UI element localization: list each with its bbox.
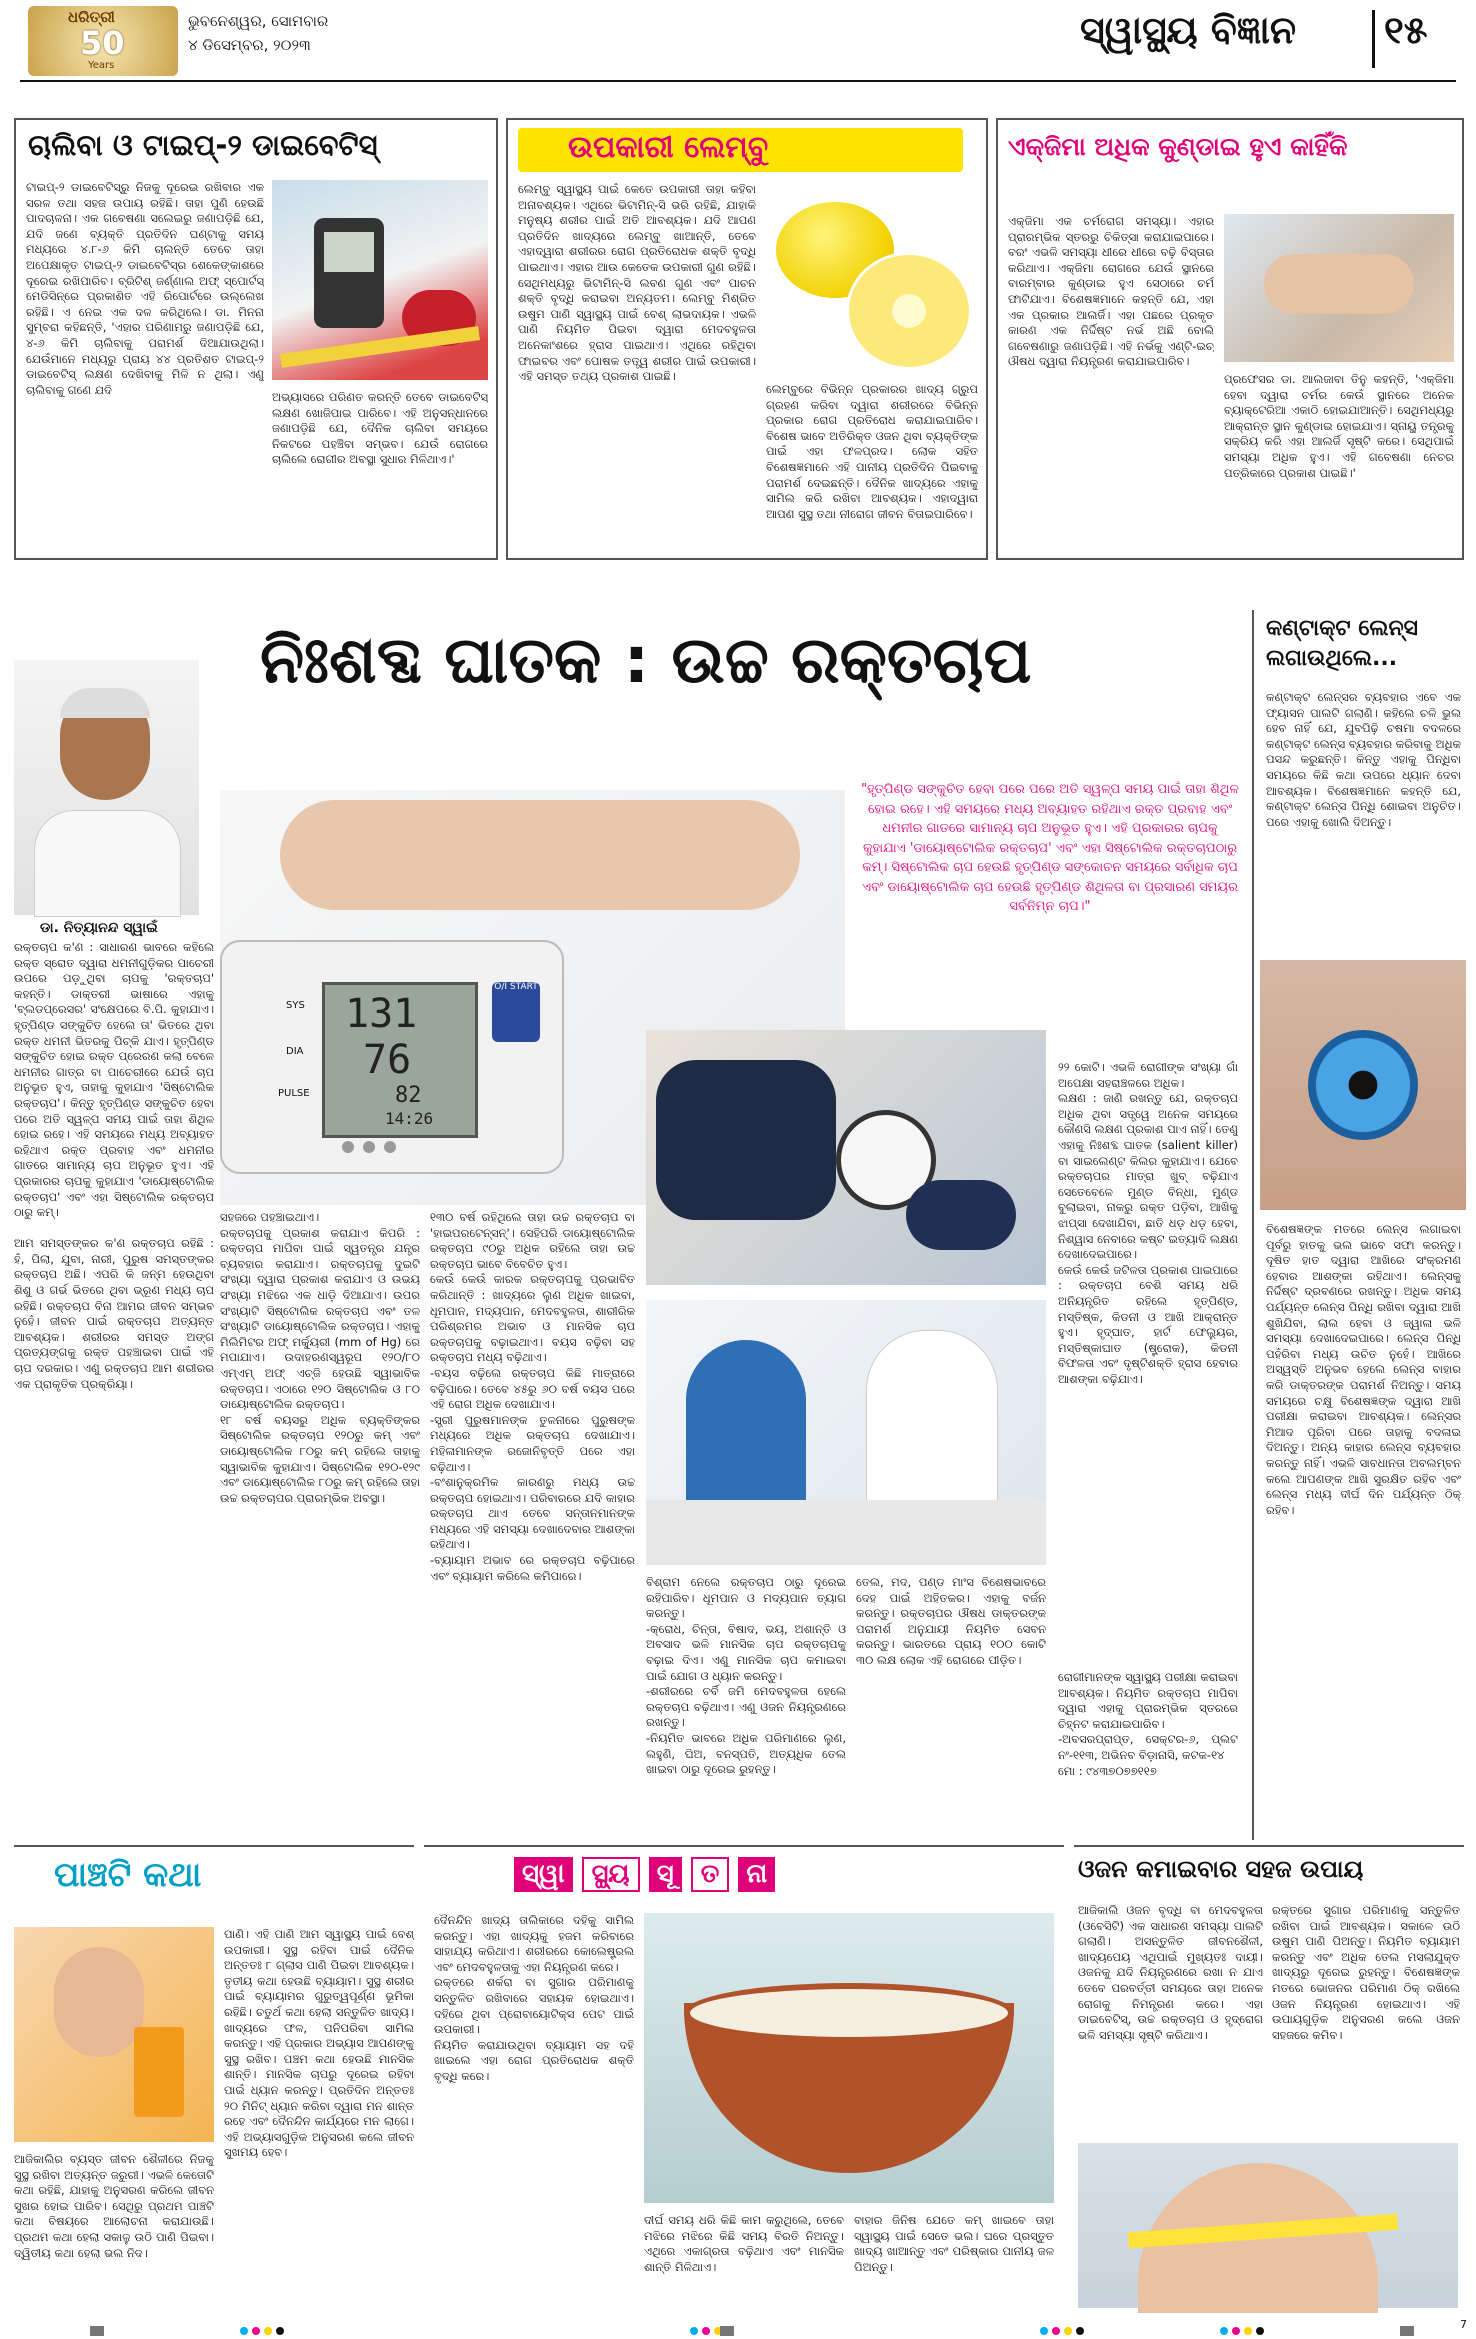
panchi-title: ପାଞ୍ଚଟି କଥା <box>54 1855 202 1895</box>
dia-label: DIA <box>286 1046 304 1057</box>
registration-dot <box>1052 2327 1060 2335</box>
registration-dot <box>252 2327 260 2335</box>
registration-dot <box>1256 2327 1264 2335</box>
monitor-button-3 <box>384 1141 396 1153</box>
contact-lens-col2: ବିଶେଷଜ୍ଞଙ୍କ ମତରେ ଲେନ୍ସ ଲଗାଇବା ପୂର୍ବରୁ ହାତକୁ ଭଲ ଭାବେ ସଫା କରନ୍ତୁ। ଦୂଷିତ ହାତ ଦ୍ୱାରା ଆଖିରେ ସଂକ୍ରମଣ ହେବାର ଆଶଙ୍କା ରହିଥାଏ। ଲେନ୍ସକୁ ନିର୍ଦ୍ଦିଷ୍ଟ ଦ୍ରବଣରେ ରଖନ୍ତୁ। ଅଧିକ ସମୟ ପର୍ଯ୍ୟନ୍ତ ଲେନ୍ସ ପିନ୍ଧି ରଖିବା ଦ୍ୱାରା ଆଖି ଶୁଖିଯିବା, ଲାଲ ହେବା ଓ ଜ୍ୱାଳା ଭଳି ସମସ୍ୟା ଦେଖାଦେଇପାରେ। ଲେନ୍ସ ପିନ୍ଧି ପହଁରିବା ମଧ୍ୟ ଉଚିତ ନୁହେଁ। ଆଖିରେ ଅସ୍ୱସ୍ତି ଅନୁଭବ ହେଲେ ଲେନ୍ସ ବାହାର କରି ଡାକ୍ତରଙ୍କ ପରାମର୍ଶ ନିଅନ୍ତୁ। ସମୟ ସମୟରେ ଚକ୍ଷୁ ବିଶେଷଜ୍ଞଙ୍କ ଦ୍ୱାରା ଆଖି ପରୀକ୍ଷା କରାଇବା ଆବଶ୍ୟକ। ଲେନ୍ସର ମିଆଦ ପୂରିବା ପରେ ତାହାକୁ ବଦଳାଇ ଦିଅନ୍ତୁ। ଅନ୍ୟ କାହାର ଲେନ୍ସ ବ୍ୟବହାର କରନ୍ତୁ ନାହିଁ। ଏଭଳି ସାବଧାନତା ଅବଲମ୍ବନ କଲେ ଆପଣଙ୍କ ଆଖି ସୁରକ୍ଷିତ ରହିବ ଏବଂ ଲେନ୍ସ ମଧ୍ୟ ଦୀର୍ଘ ଦିନ ପର୍ଯ୍ୟନ୍ତ ଠିକ୍ ରହିବ। <box>1266 1222 1461 1517</box>
diabetes-article <box>14 118 498 560</box>
eczema-hand-image <box>1224 214 1454 362</box>
weight-col2: ରକ୍ତରେ ସୁଗାର ପରିମାଣକୁ ସନ୍ତୁଳିତ ରଖିବା ପାଇଁ ଆବଶ୍ୟକ। ସକାଳେ ଉଠି ଉଷୁମ ପାଣି ପିଅନ୍ତୁ। ନିୟମିତ ବ୍ୟାୟାମ କରନ୍ତୁ ଏବଂ ଅଧିକ ତେଲ ମସଲାଯୁକ୍ତ ଖାଦ୍ୟରୁ ଦୂରେଇ ରୁହନ୍ତୁ। ବିଶେଷଜ୍ଞଙ୍କ ମତରେ ଭୋଜନର ପରିମାଣ ଠିକ୍ ରଖିଲେ ଓଜନ ନିୟନ୍ତ୍ରଣ ହୋଇଥାଏ। ଏହି ଉପାୟଗୁଡ଼ିକ ଅନୁସରଣ କଲେ ଓଜନ ସହଜରେ କମିବ। <box>1272 1903 1460 2042</box>
panchi-intro: ଆଜିକାଲିର ବ୍ୟସ୍ତ ଜୀବନ ଶୈଳୀରେ ନିଜକୁ ସୁସ୍ଥ ରଖିବା ଅତ୍ୟନ୍ତ ଜରୁରୀ। ଏଭଳି କେତୋଟି କଥା ରହିଛି, ଯାହାକୁ ଅନୁସରଣ କରିଲେ ଜୀବନ ସୁଖର ହୋଇ ପାରିବ। ସେଥିରୁ ପ୍ରଥମ ପାଞ୍ଚଟି କଥା ବିଷୟରେ ଆଲୋଚନା କରାଯାଉଛି। ପ୍ରଥମ କଥା ହେଲା ସକାଳୁ ଉଠି ପାଣି ପିଇବା। ଦ୍ୱିତୀୟ କଥା ହେଲା ଭଲ ନିଦ। <box>14 2152 214 2260</box>
desk <box>646 1500 1046 1565</box>
start-button-label: O/I START <box>494 982 538 992</box>
sys-label: SYS <box>286 1000 305 1011</box>
dateline-date: ୪ ଡିସେମ୍ବର, ୨୦୨୩ <box>188 36 311 54</box>
sutra-title <box>514 1857 775 1903</box>
lemon-col1: ଲେମ୍ବୁ ସ୍ୱାସ୍ଥ୍ୟ ପାଇଁ କେତେ ଉପକାରୀ ତାହା କହିବା ଅନାବଶ୍ୟକ। ଏଥିରେ ଭିଟାମିନ୍-ସି ଭରି ରହିଛି, ଯାହାକି ମନୁଷ୍ୟ ଶରୀର ପାଇଁ ଅତି ଆବଶ୍ୟକ। ଯଦି ଆପଣ ପ୍ରତିଦିନ ଖାଦ୍ୟରେ ଲେମ୍ବୁ ଖାଆନ୍ତି, ତେବେ ଏହାଦ୍ୱାରା ଶରୀରର ରୋଗ ପ୍ରତିରୋଧକ ଶକ୍ତି ବୃଦ୍ଧି ପାଇଥାଏ। ଏହାର ଆଉ କେତେକ ଉପକାରୀ ଗୁଣ ରହିଛି। ସେଥିମଧ୍ୟରୁ ଭିଟାମିନ୍-ସି ଲବଣ ଗୁଣ ଏବଂ ପାଚନ ଶକ୍ତି ବୃଦ୍ଧି କରାଇବା ଅନ୍ୟତମ। ଲେମ୍ବୁ ମିଶ୍ରିତ ଉଷୁମ ପାଣି ସ୍ୱାସ୍ଥ୍ୟ ପାଇଁ ବେଶ୍ ଲାଭଦାୟକ। ଏଭଳି ପାଣି ନିୟମିତ ପିଇବା ଦ୍ୱାରା ମେଦବହୁଳତା ଅନେକାଂଶରେ ହ୍ରାସ ପାଇଥାଏ। ଏଥିରେ ରହିଥିବା ଫାଇବର ଏବଂ ପୋଷକ ତତ୍ତ୍ୱ ଶରୀର ପାଇଁ ଉପକାରୀ। ଏହି ସମସ୍ତ ତଥ୍ୟ ପ୍ରକାଶ ପାଇଛି। <box>518 182 756 384</box>
bp-col2: ସହଜରେ ପହଞ୍ଚାଇଥାଏ। ରକ୍ତଚାପକୁ ପ୍ରକାଶ କରାଯାଏ କିପରି : ରକ୍ତଚାପ ମାପିବା ପାଇଁ ସ୍ୱତନ୍ତ୍ର ଯନ୍ତ୍ର ବ୍ୟବହାର କରାଯାଏ। ରକ୍ତଚାପକୁ ଦୁଇଟି ସଂଖ୍ୟା ଦ୍ୱାରା ପ୍ରକାଶ କରାଯାଏ ଓ ଉଭୟ ସଂଖ୍ୟା ମଝିରେ ଏକ ଧାଡ଼ି ଦିଆଯାଏ। ଉପର ସଂଖ୍ୟାଟି ସିଷ୍ଟୋଲିକ ରକ୍ତଚାପ ଏବଂ ତଳ ସଂଖ୍ୟାଟି ଡାୟୋଷ୍ଟୋଲିକ ରକ୍ତଚାପ। ଏହାକୁ ମିଲିମିଟର ଅଫ୍ ମର୍କ୍ୟୁରୀ (mm of Hg) ରେ ମପାଯାଏ। ଉଦାହରଣସ୍ୱରୂପ ୧୨୦/୮୦ ଏମ୍‌ଏମ୍ ଅଫ୍ ଏଚ୍‌ଜି ହେଉଛି ସ୍ୱାଭାବିକ ରକ୍ତଚାପ। ଏଠାରେ ୧୨୦ ସିଷ୍ଟୋଲିକ ଓ ୮୦ ଡାୟୋଷ୍ଟୋଲିକ ରକ୍ତଚାପ। ୧୮ ବର୍ଷ ବୟସରୁ ଅଧିକ ବ୍ୟକ୍ତିଙ୍କର ସିଷ୍ଟୋଲିକ ରକ୍ତଚାପ ୧୨୦ରୁ କମ୍ ଏବଂ ଡାୟୋଷ୍ଟୋଲିକ ୮୦ରୁ କମ୍ ରହିଲେ ତାହାକୁ ସ୍ୱାଭାବିକ କୁହାଯାଏ। ସିଷ୍ଟୋଲିକ ୧୨୦-୧୨୯ ଏବଂ ଡାୟୋଷ୍ଟୋଲିକ ୮୦ରୁ କମ୍ ରହିଲେ ତାହା ଉଚ୍ଚ ରକ୍ତଚାପର ପ୍ରାରମ୍ଭିକ ଅବସ୍ଥା। <box>220 1210 420 1505</box>
registration-dot <box>1040 2327 1048 2335</box>
glucose-screen <box>324 232 374 272</box>
registration-dot <box>1232 2327 1240 2335</box>
blue-eye-image <box>1260 960 1466 1210</box>
registration-dot <box>276 2327 284 2335</box>
juice-glass <box>134 2027 184 2117</box>
glucose-meter <box>314 218 384 328</box>
sys-reading: 131 <box>345 991 418 1037</box>
monitor-button-2 <box>363 1141 375 1153</box>
masthead <box>0 0 1476 86</box>
woman-face <box>54 1947 144 2057</box>
newspaper-logo <box>28 6 178 76</box>
bp-col7: ରୋଗୀମାନଙ୍କ ସ୍ୱାସ୍ଥ୍ୟ ପରୀକ୍ଷା କରାଇବା ଆବଶ୍ୟକ। ନିୟମିତ ରକ୍ତଚାପ ମାପିବା ଦ୍ୱାରା ଏହାକୁ ପ୍ରାରମ୍ଭିକ ସ୍ତରରେ ଚିହ୍ନଟ କରାଯାଇପାରିବ। -ଅବସରପ୍ରାପ୍ତ, ସେକ୍ଟର-୬, ପ୍ଲଟ ନଂ-୧୧୩, ଅଭିନବ ବିଡ଼ାନାସି, କଟକ-୧୪ ମୋ : ୯୪୩୭୦୭୭୧୧୭ <box>1058 1670 1238 1778</box>
eczema-col2: ପ୍ରଫେସର ଡା. ଆଲଜାବା ତିନୁ କହନ୍ତି, 'ଏକ୍‌ଜିମା ହେବା ଦ୍ୱାରା ଚର୍ମର କେଉଁ ସ୍ଥାନରେ ଅନେକ ବ୍ୟାକ୍ଟେରିଆ ଏକାଠି ହୋଇଯାଆନ୍ତି। ସେଥିମଧ୍ୟରୁ ଆକ୍ରାନ୍ତ ସ୍ଥାନ କୁଣ୍ଡାଇ ହୋଇଯାଏ। ସ୍ନାୟୁ ତନ୍ତ୍ରକୁ ସକ୍ରିୟ କରି ଏହା ଆଲର୍ଜି ସୃଷ୍ଟି କରେ। ସେଥିପାଇଁ ସମସ୍ୟା ଅଧିକ ହୁଏ। ଏହି ଗବେଷଣା ନେଚର ପତ୍ରିକାରେ ପ୍ରକାଶ ପାଇଛି।' <box>1224 372 1454 480</box>
eczema-col1: ଏକ୍‌ଜିମା ଏକ ଚର୍ମରୋଗ ସମସ୍ୟା। ଏହାର ପ୍ରାରମ୍ଭିକ ସ୍ତରରୁ ଚିକିତ୍ସା କରାଯାଇପାରେ। ବରଂ ଏଭଳି ସମସ୍ୟା ଧୀରେ ଧୀରେ ବଢ଼ି ବିସ୍ତାର କରିଥାଏ। ଏକ୍‌ଜିମା ରୋଗରେ ଯେଉଁ ସ୍ଥାନରେ ବାରମ୍ବାର କୁଣ୍ଡାଇ ହୁଏ ସେଠାରେ ଚର୍ମ ଫାଟିଯାଏ। ବିଶେଷଜ୍ଞମାନେ କହନ୍ତି ଯେ, ଏହା ଏକ ପ୍ରକାର ଆଲର୍ଜି। ଏହା ପଛରେ ପ୍ରକୃତ କାରଣ ଏକ ନିର୍ଦ୍ଦିଷ୍ଟ ନର୍ଭ ଅଛି ବୋଲି ଗବେଷଣାରୁ ଜଣାପଡ଼ିଛି। ଏହି ନର୍ଭକୁ ଏଣ୍ଟି-ଇଚ୍ ଔଷଧ ଦ୍ୱାରା ନିୟନ୍ତ୍ରଣ କରାଯାଇପାରିବ। <box>1008 214 1214 369</box>
sutra-col2: ଦୀର୍ଘ ସମୟ ଧରି କିଛି କାମ କରୁଥିଲେ, ତେବେ ମଝିରେ ମଝିରେ କିଛି ସମୟ ବିରତି ନିଅନ୍ତୁ। ଏଥିରେ ଏକାଗ୍ରତା ବଢ଼ିଥାଏ ଏବଂ ମାନସିକ ଶାନ୍ତି ମିଳିଥାଏ। <box>644 2213 844 2274</box>
pulse-label: PULSE <box>278 1088 310 1099</box>
sutra-article <box>424 1845 1064 2312</box>
sutra-col1: ଦୈନନ୍ଦିନ ଖାଦ୍ୟ ତାଲିକାରେ ଦହିକୁ ସାମିଲ କରନ୍ତୁ। ଏହା ଖାଦ୍ୟକୁ ହଜମ କରିବାରେ ସାହାଯ୍ୟ କରିଥାଏ। ଶରୀରରେ କୋଲେଷ୍ଟ୍ରଲ ଏବଂ ମେଦବହୁଳତାକୁ ଏହା ନିୟନ୍ତ୍ରଣ କରେ। ରକ୍ତରେ ଶର୍କରା ବା ସୁଗାର ପରିମାଣକୁ ସନ୍ତୁଳିତ ରଖିବାରେ ସହାୟକ ହୋଇଥାଏ। ଦହିରେ ଥିବା ପ୍ରୋବାୟୋଟିକ୍ସ ପେଟ ପାଇଁ ଉପକାରୀ। ନିୟମିତ କରାଯାଉଥିବା ବ୍ୟାୟାମ ସହ ଦହି ଖାଇଲେ ଏହା ରୋଗ ପ୍ରତିରୋଧକ ଶକ୍ତି ବୃଦ୍ଧି କରେ। <box>434 1913 634 2083</box>
page-number: ୧୫ <box>1384 8 1428 52</box>
dateline-place: ଭୁବନେଶ୍ୱର, ସୋମବାର <box>188 12 329 30</box>
bp-col4: ୨୨ କୋଟି। ଏଭଳି ରୋଗୀଙ୍କ ସଂଖ୍ୟା ଗାଁ ଅପେକ୍ଷା ସହରାଞ୍ଚଳରେ ଅଧିକ। ଲକ୍ଷଣ : ଜାଣି ରଖନ୍ତୁ ଯେ, ରକ୍ତଚାପ ଅଧିକ ଥିବା ସତ୍ତ୍ୱେ ଅନେକ ସମୟରେ କୌଣସି ଲକ୍ଷଣ ପ୍ରକାଶ ପାଏ ନାହିଁ। ତେଣୁ ଏହାକୁ ନିଃଶବ୍ଦ ଘାତକ (salient killer) ବା ସାଇଲେଣ୍ଟ କିଲର କୁହାଯାଏ। ଯେବେ ରକ୍ତଚାପର ମାତ୍ରା ଖୁବ୍ ବଢ଼ିଯାଏ ସେତେବେଳେ ମୁଣ୍ଡ ବିନ୍ଧା, ମୁଣ୍ଡ ବୁଲାଇବା, ନାକରୁ ରକ୍ତ ପଡ଼ିବା, ଆଖିକୁ ଝାପ୍‌ସା ଦେଖାଯିବା, ଛାତି ଧଡ଼ ଧଡ଼ ହେବା, ନିଶ୍ୱାସ ନେବାରେ କଷ୍ଟ ଇତ୍ୟାଦି ଲକ୍ଷଣ ଦେଖାଦେଇପାରେ। କେଉଁ କେଉଁ ଜଟିଳତା ପ୍ରକାଶ ପାଇପାରେ : ରକ୍ତଚାପ ବେଶି ସମୟ ଧରି ଅନିୟନ୍ତ୍ରିତ ରହିଲେ ହୃତ୍‌ପିଣ୍ଡ, ମସ୍ତିଷ୍କ, କିଡନୀ ଓ ଆଖି ଆକ୍ରାନ୍ତ ହୁଏ। ହୃଦ୍‌ଘାତ, ହାର୍ଟ ଫେଲ୍ୟୁର, ମସ୍ତିଷ୍କାଘାତ (ଷ୍ଟ୍ରୋକ), କିଡନୀ ବିଫଳତା ଏବଂ ଦୃଷ୍ଟିଶକ୍ତି ହ୍ରାସ ହେବାର ଆଶଙ୍କା ବଢ଼ିଯାଏ। <box>1058 1060 1238 1386</box>
registration-block <box>90 2326 104 2336</box>
logo-name: ଧରିତ୍ରୀ <box>68 8 115 26</box>
lemon-article <box>506 118 988 560</box>
sutra-title-char-5: ନା <box>738 1857 775 1892</box>
registration-dot <box>1076 2327 1084 2335</box>
bp-col3: ୧୩୦ ବର୍ଷ ରହିଥିଲେ ତାହା ଉଚ୍ଚ ରକ୍ତଚାପ ବା 'ହାଇପରଟେନ୍‌ସନ୍'। ସେହିପରି ଡାୟୋଷ୍ଟୋଲିକ ରକ୍ତଚାପ ୯୦ରୁ ଅଧିକ ରହିଲେ ତାହା ଉଚ୍ଚ ରକ୍ତଚାପ ଭାବେ ବିବେଚିତ ହୁଏ। କେଉଁ କେଉଁ କାରକ ରକ୍ତଚାପକୁ ପ୍ରଭାବିତ କରିଥାନ୍ତି : ଖାଦ୍ୟରେ ଲୁଣ ଅଧିକ ଖାଇବା, ଧୂମପାନ, ମଦ୍ୟପାନ, ମେଦବହୁଳତା, ଶାରୀରିକ ପରିଶ୍ରମର ଅଭାବ ଓ ମାନସିକ ଚାପ ରକ୍ତଚାପକୁ ବଢ଼ାଇଥାଏ। ବୟସ ବଢ଼ିବା ସହ ରକ୍ତଚାପ ମଧ୍ୟ ବଢ଼ିଥାଏ। -ବୟସ ବଢ଼ିଲେ ରକ୍ତଚାପ କିଛି ମାତ୍ରାରେ ବଢ଼ିପାରେ। ତେବେ ୪୫ରୁ ୬୦ ବର୍ଷ ବୟସ ପରେ ଏହି ରୋଗ ଅଧିକ ଦେଖାଯାଏ। -ସ୍ତ୍ରୀ ପୁରୁଷମାନଙ୍କ ତୁଳନାରେ ପୁରୁଷଙ୍କ ମଧ୍ୟରେ ଅଧିକ ରକ୍ତଚାପ ଦେଖାଯାଏ। ମହିଳାମାନଙ୍କ ରଜୋନିବୃତ୍ତି ପରେ ଏହା ବଢ଼ିଥାଏ। -ବଂଶାନୁକ୍ରମିକ କାରଣରୁ ମଧ୍ୟ ଉଚ୍ଚ ରକ୍ତଚାପ ହୋଇଥାଏ। ପରିବାରରେ ଯଦି କାହାର ରକ୍ତଚାପ ଥାଏ ତେବେ ସନ୍ତାନମାନଙ୍କ ମଧ୍ୟରେ ଏହି ସମସ୍ୟା ଦେଖାଦେବାର ଆଶଙ୍କା ରହିଥାଏ। -ବ୍ୟାୟାମ ଅଭାବ ରେ ରକ୍ତଚାପ ବଢ଼ିପାରେ ଏବଂ ବ୍ୟାୟାମ କରିଲେ କମିପାରେ। <box>430 1210 635 1583</box>
sutra-title-char-1: ସ୍ୱା <box>514 1857 573 1892</box>
arm-with-cuff <box>280 800 800 910</box>
bp-col5: ବିଶ୍ରାମ ନେଲେ ରକ୍ତଚାପ ଠାରୁ ଦୂରେଇ ରହିପାରିବ। ଧୂମପାନ ଓ ମଦ୍ୟପାନ ତ୍ୟାଗ କରନ୍ତୁ। -କ୍ରୋଧ, ଚିନ୍ତା, ବିଷାଦ, ଭୟ, ଅଶାନ୍ତି ଓ ଅବସାଦ ଭଳି ମାନସିକ ଚାପ ରକ୍ତଚାପକୁ ବଢ଼ାଇ ଦିଏ। ଏଣୁ ମାନସିକ ଚାପ କମାଇବା ପାଇଁ ଯୋଗ ଓ ଧ୍ୟାନ କରନ୍ତୁ। -ଶରୀରରେ ଚର୍ବି ଜମି ମେଦବହୁଳତା ହେଲେ ରକ୍ତଚାପ ବଢ଼ିଥାଏ। ଏଣୁ ଓଜନ ନିୟନ୍ତ୍ରଣରେ ରଖନ୍ତୁ। -ନିୟମିତ ଭାବରେ ଅଧିକ ପରିମାଣରେ ଲୁଣ, ଲହୁଣି, ଘିଅ, ବନସ୍ପତି, ଅତ୍ୟଧିକ ତେଲ ଖାଇବା ଠାରୁ ଦୂରେଇ ରୁହନ୍ତୁ। <box>646 1575 846 1777</box>
curd-surface <box>684 1983 1014 2043</box>
bp-pullquote <box>860 780 1240 1030</box>
lemon-slice <box>846 252 972 370</box>
diabetes-col1-bottom <box>26 490 264 550</box>
panchi-col2: ପାଣି। ଏହି ପାଣି ଆମ ସ୍ୱାସ୍ଥ୍ୟ ପାଇଁ ବେଶ୍ ଉପକାରୀ। ସୁସ୍ଥ ରହିବା ପାଇଁ ଦୈନିକ ଅନ୍ତତଃ ୮ ଗ୍ଲାସ ପାଣି ପିଇବା ଆବଶ୍ୟକ। ତୃତୀୟ କଥା ହେଉଛି ବ୍ୟାୟାମ। ସୁସ୍ଥ ଶରୀର ପାଇଁ ବ୍ୟାୟାମର ଗୁରୁତ୍ୱପୂର୍ଣ୍ଣ ଭୂମିକା ରହିଛି। ଚତୁର୍ଥ କଥା ହେଲା ସନ୍ତୁଳିତ ଖାଦ୍ୟ। ଖାଦ୍ୟରେ ଫଳ, ପନିପରିବା ସାମିଲ କରନ୍ତୁ। ଏହି ପ୍ରକାର ଅଭ୍ୟାସ ଆପଣଙ୍କୁ ସୁସ୍ଥ ରଖିବ। ପଞ୍ଚମ କଥା ହେଉଛି ମାନସିକ ଶାନ୍ତି। ମାନସିକ ଚାପରୁ ଦୂରେଇ ରହିବା ପାଇଁ ଧ୍ୟାନ କରନ୍ତୁ। ପ୍ରତିଦିନ ଅନ୍ତତଃ ୨୦ ମିନିଟ୍ ଧ୍ୟାନ କରିବା ଦ୍ୱାରା ମନ ଶାନ୍ତ ରହେ ଏବଂ ଦୈନନ୍ଦିନ କାର୍ଯ୍ୟରେ ମନ ଲାଗେ। ଏହି ଅଭ୍ୟାସଗୁଡ଼ିକ ଅନୁସରଣ କଲେ ଜୀବନ ସୁଖମୟ ହେବ। <box>224 1927 414 2160</box>
sphygmomanometer-image <box>646 1030 1046 1285</box>
section-divider <box>1372 10 1375 68</box>
sutra-title-char-4: ତ <box>691 1857 730 1892</box>
contact-lens-col1: କଣ୍ଟାକ୍ଟ ଲେନ୍ସର ବ୍ୟବହାର ଏବେ ଏକ ଫ୍ୟାସନ ପାଲଟି ଗଲାଣି। କହିଲେ ଚଳି ଭୁଲ ହେବ ନାହିଁ ଯେ, ଯୁବପିଢ଼ି ଚଷମା ବଦଳରେ କଣ୍ଟାକ୍ଟ ଲେନ୍ସ ବ୍ୟବହାର କରିବାକୁ ଅଧିକ ପସନ୍ଦ କରୁଛନ୍ତି। କିନ୍ତୁ ଏହାକୁ ପିନ୍ଧିବା ସମୟରେ କିଛି କଥା ଉପରେ ଧ୍ୟାନ ଦେବା ଆବଶ୍ୟକ। ବିଶେଷଜ୍ଞମାନେ କହନ୍ତି ଯେ, କଣ୍ଟାକ୍ଟ ଲେନ୍ସ ପିନ୍ଧି ଶୋଇବା ଅନୁଚିତ। ପରେ ଏହାକୁ ଖୋଲି ଦିଅନ୍ତୁ। <box>1266 690 1461 829</box>
diabetes-col1: ଟାଇପ୍-୨ ଡାଇବେଟିସ୍‌ରୁ ନିଜକୁ ଦୂରେଇ ରଖିବାର ଏକ ସରଳ ତଥା ସହଜ ଉପାୟ ରହିଛି। ତାହା ପୁଣି ହେଉଛି ପାଦଚାଳନା। ଏକ ଗବେଷଣା ସଲେଇରୁ ଜଣାପଡ଼ିଛି ଯେ, ଯଦି ଜଣେ ବ୍ୟକ୍ତି ପ୍ରତିଦିନ ଘଣ୍ଟାକୁ ସମୟ ମଧ୍ୟରେ ୪.୮-୬ କିମି ଚାଲନ୍ତି ତେବେ ତାହା ଅପେକ୍ଷାକୃତ ଟାଇପ୍-୨ ଡାଇବେଟିସ୍‌ର ଶେକେଙ୍କାଶରେ ଦୂରେଇ ରଖିପାରିବ। ବ୍ରିଟିଶ୍ ଜର୍ଣ୍ଣାଲ ଅଫ୍ ସ୍ପୋର୍ଟସ୍ ମେଡିସିନ୍‌ରେ ପ୍ରକାଶିତ ଏହି ରିପୋର୍ଟରେ ଉଲ୍ଲେଖ ରହିଛି। ଏ ନେଇ ଏକ ଦଳ କରିଥିଲେ। ଡା. ମିନନା ସୁମ୍ବରା କହିଛନ୍ତି, 'ଏହାର ପରିଣାମରୁ ଜଣାପଡ଼ିଛି ଯେ, ୪-୬ କିମି ଚାଲିବାକୁ ପରାମର୍ଶ ଦିଆଯାଉଥିଲା। ଯେଉଁମାନେ ମଧ୍ୟରୁ ପ୍ରାୟ ୪୪ ପ୍ରତିଶତ ଟାଇପ୍-୨ ଡାଇବେଟିସ୍ ଲକ୍ଷଣ ଦେଖିବାକୁ ମିଳି ନ ଥିଲା। ଏଣୁ ଚାଲିବାକୁ ଗଣେ ଯଦି <box>26 180 264 397</box>
bp-col6: ତେଲ, ମଦ, ପଣ୍ଡ ମାଂସ ବିଶେଷଭାବରେ ଦେହ ପାଇଁ ଅହିତକର। ଏହାକୁ ବର୍ଜନ କରନ୍ତୁ। ରକ୍ତଚାପର ଔଷଧ ଡାକ୍ତରଙ୍କ ପରାମର୍ଶ ଅନୁଯାୟୀ ନିୟମିତ ସେବନ କରନ୍ତୁ। ଭାରତରେ ପ୍ରାୟ ୧୦୦ କୋଟି ୩୦ ଲକ୍ଷ ଲୋକ ଏହି ରୋଗରେ ପୀଡ଼ିତ। <box>856 1575 1046 1667</box>
time-reading: 14:26 <box>385 1109 434 1128</box>
logo-years-label: Years <box>88 60 115 71</box>
tube-bulb <box>906 1180 1016 1250</box>
pulse-reading: 82 <box>395 1083 422 1108</box>
registration-dot <box>1064 2327 1072 2335</box>
registration-dot <box>690 2327 698 2335</box>
weight-col1: ଆଜିକାଲି ଓଜନ ବୃଦ୍ଧି ବା ମେଦବହୁଳତା (ଓବେସିଟି) ଏକ ସାଧାରଣ ସମସ୍ୟା ପାଲଟି ଗଲାଣି। ଅସନ୍ତୁଳିତ ଜୀବନଶୈଳୀ, ଖାଦ୍ୟପେୟ ଏଥିପାଇଁ ମୁଖ୍ୟତଃ ଦାୟୀ। ଓଜନକୁ ଯଦି ନିୟନ୍ତ୍ରଣରେ ରଖା ନ ଯାଏ ତେବେ ପରବର୍ତ୍ତୀ ସମୟରେ ତାହା ଅନେକ ରୋଗକୁ ନିମନ୍ତ୍ରଣ କରେ। ଏହା ଡାଇବେଟିସ୍, ଉଚ୍ଚ ରକ୍ତଚାପ ଓ ହୃଦ୍‌ରୋଗ ଭଳି ସମସ୍ୟା ସୃଷ୍ଟି କରିଥାଏ। <box>1078 1903 1263 2042</box>
weight-article <box>1074 1845 1464 2312</box>
woman-drinking-image <box>14 1927 214 2142</box>
registration-dot <box>240 2327 248 2335</box>
diabetes-title: ଚାଲିବା ଓ ଟାଇପ୍-୨ ଡାଇବେଟିସ୍ <box>28 128 378 162</box>
dia-reading: 76 <box>363 1037 412 1083</box>
eczema-article <box>996 118 1464 560</box>
glucose-meter-image <box>272 180 488 380</box>
monitor-buttons <box>342 1138 462 1156</box>
bp-col1: ରକ୍ତଚାପ କ'ଣ : ସାଧାରଣ ଭାବରେ କହିଲେ ରକ୍ତ ସ୍ରୋତ ଦ୍ୱାରା ଧମନୀଗୁଡ଼ିକର ପାଚେରୀ ଉପରେ ପଡ଼ୁଥିବା ଚାପକୁ 'ରକ୍ତଚାପ' କହନ୍ତି। ଡାକ୍ତରୀ ଭାଷାରେ ଏହାକୁ 'ବ୍ଲଡପ୍ରେସର' ସଂକ୍ଷେପରେ ବି.ପି. କୁହାଯାଏ। ହୃତ୍‌ପିଣ୍ଡ ସଙ୍କୁଚିତ ହେଲେ ତା' ଭିତରେ ଥିବା ରକ୍ତ ଧମନୀ ଭିତରକୁ ପିଚ୍‌କି ଯାଏ। ହୃତ୍‌ପିଣ୍ଡ ସଙ୍କୁଚିତ ହୋଇ ରକ୍ତ ପ୍ରେରଣ କଲା ବେଳେ ଧମନୀର ଗାତ୍ର ବା ପାଚେରୀରେ ଯେଉଁ ଚାପ ଅନୁଭୂତ ହୁଏ, ତାହାକୁ କୁହାଯାଏ 'ସିଷ୍ଟୋଲିକ ରକ୍ତଚାପ'। କିନ୍ତୁ ହୃତ୍‌ପିଣ୍ଡ ସଙ୍କୁଚିତ ହେବା ପରେ ଅତି ସ୍ୱଳ୍ପ ସମୟ ପାଇଁ ତାହା ଶିଥିଳ ହୋଇ ରହେ। ଏହି ସମୟରେ ମଧ୍ୟ ଅବ୍ୟାହତ ରହିଥାଏ ରକ୍ତ ପ୍ରବାହ ଏବଂ ଧମନୀର ଗାତରେ ସାମାନ୍ୟ ଚାପ ଅନୁଭୂତ ହୁଏ। ଏହି ପ୍ରକାରର ଚାପକୁ କୁହାଯାଏ 'ଡାୟୋଷ୍ଟୋଲିକ ରକ୍ତଚାପ' ଏବଂ ଏହା ସିଷ୍ଟୋଲିକ ରକ୍ତଚାପ ଠାରୁ କମ୍। ଆମ ସମସ୍ତଙ୍କର କ'ଣ ରକ୍ତଚାପ ରହିଛି : ହଁ, ପିଲା, ଯୁବା, ନାରୀ, ପୁରୁଷ ସମସ୍ତଙ୍କର ରକ୍ତଚାପ ଅଛି। ଏପରି କି ଜନ୍ମ ହେଉଥିବା ଶିଶୁ ଓ ଗର୍ଭ ଭିତରେ ଥିବା ଭ୍ରୂଣ ମଧ୍ୟ ଚାପ ରହିଛି। ରକ୍ତଚାପ ବିନା ଆମର ଜୀବନ ସମ୍ଭବ ନୁହେଁ। ଜୀବନ ପାଇଁ ରକ୍ତଚାପ ଅତ୍ୟନ୍ତ ଆବଶ୍ୟକ। ଶରୀରର ସମସ୍ତ ଅଙ୍ଗ ପ୍ରତ୍ୟଙ୍ଗକୁ ରକ୍ତ ପହଞ୍ଚାଇବା ପାଇଁ ଏହି ଚାପ ଦରକାର। ଏଣୁ ରକ୍ତଚାପ ଆମ ଶରୀରର ଏକ ପ୍ରାକୃତିକ ପ୍ରକ୍ରିୟା। <box>14 940 214 1391</box>
registration-block <box>1400 2326 1414 2336</box>
sutra-title-char-3: ସୂ <box>649 1857 682 1892</box>
monitor-button-1 <box>342 1141 354 1153</box>
waist-tape-image <box>1078 2143 1458 2308</box>
registration-dot <box>1244 2327 1252 2335</box>
contact-lens-title: କଣ୍ଟାକ୍ଟ ଲେନ୍ସ ଲଗାଉଥିଲେ... <box>1266 616 1418 671</box>
panchi-article <box>14 1845 414 2312</box>
lemon-image <box>766 182 978 372</box>
scratching-hand <box>1264 254 1414 314</box>
author-hair <box>60 688 150 718</box>
bp-monitor-device <box>220 940 564 1174</box>
diabetes-col2: ଅଭ୍ୟାସରେ ପରିଣତ କରନ୍ତି ତେବେ ଡାଇବେଟିସ୍ ଲକ୍ଷଣ ଖୋଜିପାଇ ପାରିବେ। ଏହି ଅନୁସନ୍ଧାନରେ ଜଣାପଡ଼ିଛି ଯେ, ଦୈନିକ ଚାଲିବା ସମୟରେ ନିକଟରେ ପହଞ୍ଚିବା ସମ୍ଭବ। ଯେଉଁ ରୋଗରେ ଚାଲିଲେ ରୋଗୀର ଅବସ୍ଥା ସୁଧାର ମିଳିଥାଏ।' <box>272 390 488 467</box>
curd-bowl-image <box>644 1913 1054 2203</box>
measuring-tape <box>280 326 480 368</box>
section-title: ସ୍ୱାସ୍ଥ୍ୟ ବିଜ୍ଞାନ <box>1080 8 1297 52</box>
registration-dot <box>1220 2327 1228 2335</box>
doctor-consult-image <box>646 1300 1046 1565</box>
logo-years-number: 50 <box>80 24 125 62</box>
bp-quote-text: "ହୃତ୍‌ପିଣ୍ଡ ସଙ୍କୁଚିତ ହେବା ପରେ ପରେ ଅତି ସ୍ୱଳ୍ପ ସମୟ ପାଇଁ ତାହା ଶିଥିଳ ହୋଇ ରହେ। ଏହି ସମୟରେ ମଧ୍ୟ ଅବ୍ୟାହତ ରହିଥାଏ ରକ୍ତ ପ୍ରବାହ ଏବଂ ଧମନୀର ଗାତରେ ସାମାନ୍ୟ ଚାପ ଅନୁଭୂତ ହୁଏ। ଏହି ପ୍ରକାରର ଚାପକୁ କୁହାଯାଏ 'ଡାୟୋଷ୍ଟୋଲିକ ରକ୍ତଚାପ' ଏବଂ ଏହା ସିଷ୍ଟୋଲିକ ରକ୍ତଚାପଠାରୁ କମ୍। ସିଷ୍ଟୋଲିକ ଚାପ ହେଉଛି ହୃତ୍‌ପିଣ୍ଡ ସଙ୍କୋଚନ ସମୟରେ ସର୍ବାଧିକ ଚାପ ଏବଂ ଡାୟୋଷ୍ଟୋଲିକ ଚାପ ହେଉଛି ହୃତ୍‌ପିଣ୍ଡ ଶିଥିଳତା ବା ପ୍ରସାରଣ ସମୟର ସର୍ବନିମ୍ନ ଚାପ।" <box>861 782 1239 914</box>
author-name: ଡା. ନିତ୍ୟାନନ୍ଦ ସ୍ୱାଇଁ <box>40 920 158 936</box>
eye-iris <box>1308 1030 1418 1140</box>
masthead-rule <box>20 80 1456 82</box>
registration-dot <box>264 2327 272 2335</box>
eczema-title: ଏକ୍‌ଜିମା ଅଧିକ କୁଣ୍ଡାଇ ହୁଏ କାହିଁକି <box>1008 132 1348 161</box>
lemon-col2: ଲେମ୍ବୁରେ ବିଭିନ୍ନ ପ୍ରକାରର ଖାଦ୍ୟ ଗ୍ରୁପ ଗ୍ରହଣ କରିବା ଦ୍ୱାରା ଶରୀରରେ ବିଭିନ୍ନ ପ୍ରକାର ରୋଗ ପ୍ରତିରୋଧ କରାଯାଇପାରିବ। ବିଶେଷ ଭାବେ ଅତିରିକ୍ତ ଓଜନ ଥିବା ବ୍ୟକ୍ତିଙ୍କ ପାଇଁ ଏହା ଫଳପ୍ରଦ। ଲୋକ ସହିତ ବିଶେଷଜ୍ଞମାନେ ଏହି ପାନୀୟ ପ୍ରତିଦିନ ପିଇବାକୁ ପରାମର୍ଶ ଦେଇଛନ୍ତି। ଦୈନିକ ଖାଦ୍ୟରେ ଏହାକୁ ସାମିଲ କରି ରଖିବା ଆବଶ୍ୟକ। ଏହାଦ୍ୱାରା ଆପଣ ସୁସ୍ଥ ତଥା ନୀରୋଗ ଜୀବନ ବିତାଇପାରିବେ। <box>766 382 978 521</box>
registration-block <box>720 2326 734 2336</box>
contact-lens-article <box>1252 610 1466 1840</box>
bp-monitor-screen <box>322 982 478 1138</box>
weight-title: ଓଜନ କମାଇବାର ସହଜ ଉପାୟ <box>1078 1855 1364 1883</box>
sutra-col3: ବାହାର ଜିନିଷ ଯେତେ କମ୍ ଖାଇବେ ତାହା ସ୍ୱାସ୍ଥ୍ୟ ପାଇଁ ସେତେ ଭଲ। ଘରେ ପ୍ରସ୍ତୁତ ଖାଦ୍ୟ ଖାଆନ୍ତୁ ଏବଂ ପରିଷ୍କାର ପାନୀୟ ଜଳ ପିଅନ୍ତୁ। <box>854 2213 1054 2274</box>
lemon-title: ଉପକାରୀ ଲେମ୍ବୁ <box>568 130 769 165</box>
footer-registration-marks <box>0 2326 1476 2338</box>
registration-dot <box>702 2327 710 2335</box>
bp-headline: ନିଃଶବ୍ଦ ଘାତକ : ଉଚ୍ଚ ରକ୍ତଚାପ <box>260 624 1032 698</box>
author-photo <box>14 660 199 915</box>
start-button <box>492 982 540 1042</box>
footer-page-number: 7 <box>1460 2318 1467 2331</box>
author-shirt <box>34 810 181 917</box>
bp-cuff <box>656 1060 836 1220</box>
sutra-title-char-2: ସ୍ଥ୍ୟ <box>582 1857 640 1892</box>
